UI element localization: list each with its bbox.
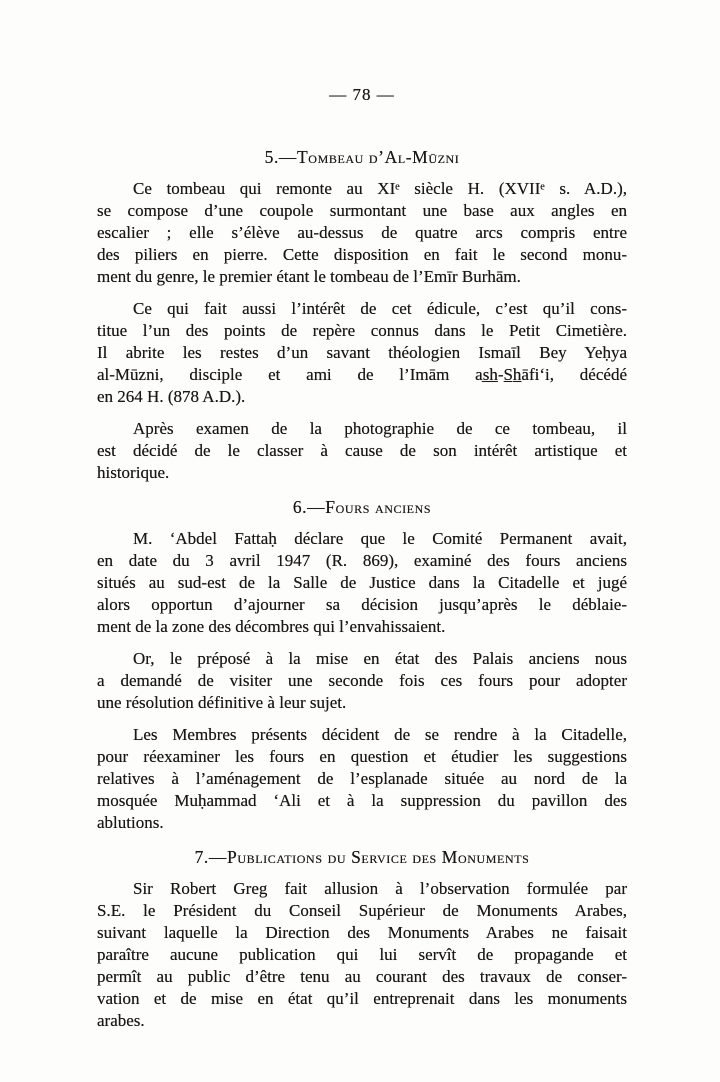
text-line: paraître aucune publication qui lui servît de propagande et [97,945,627,964]
text-line: alors opportun d’ajourner sa décision jusqu’après le déblaie- [97,595,627,614]
text-line: arabes. [97,1011,145,1030]
section-heading: 6.—Fours anciens [292,497,432,517]
paragraph [97,298,627,408]
paragraph [97,528,627,638]
text-line: relatives à l’aménagement de l’esplanade située au nord de la [97,769,627,788]
text-line: S.E. le Président du Conseil Supérieur de Monuments Arabes, [97,901,627,920]
section-tombeau-d-al-muzni [97,146,627,484]
text-line: des piliers en pierre. Cette disposition en fait le second monu- [97,245,627,264]
text-line: Ce qui fait aussi l’intérêt de cet édicule, c’est qu’il cons- [133,299,627,318]
text-line: vation et de mise en état qu’il entreprenait dans les monuments [97,989,627,1008]
paragraph [97,724,627,834]
paragraph [97,878,627,1032]
text-line: suivant laquelle la Direction des Monuments Arabes ne faisait [97,923,627,942]
page-content [97,146,627,1032]
text-line: mosquée Muḥammad ‘Ali et à la suppression du pavillon des [97,791,627,810]
text-column [97,84,627,1032]
paragraph [97,418,627,484]
section-publications-du-service-des-monuments [97,846,627,1032]
section-heading: 5.—Tombeau d’Al-Mūzni [264,147,460,167]
text-line: historique. [97,463,170,482]
text-line: Après examen de la photographie de ce tombeau, il [133,419,627,438]
text-line: Or, le préposé à la mise en état des Palais anciens nous [133,649,627,668]
text-line: se compose d’une coupole surmontant une base aux angles en [97,201,627,220]
text-line: ment du genre, le premier étant le tombeau de l’Emīr Burhām. [97,267,521,286]
paragraph [97,178,627,288]
text-line: escalier ; elle s’élève au-dessus de quatre arcs compris entre [97,223,627,242]
text-line: titue l’un des points de repère connus dans le Petit Cimetière. [97,321,627,340]
text-line: Les Membres présents décident de se rendre à la Citadelle, [133,725,627,744]
text-line: une résolution définitive à leur sujet. [97,693,347,712]
text-line: Ce tombeau qui remonte au XIᵉ siècle H. (XVIIᵉ s. A.D.), [133,179,627,198]
text-line: Sir Robert Greg fait allusion à l’observation formulée par [133,879,627,898]
text-line: en 264 H. (878 A.D.). [97,387,246,406]
section-fours-anciens [97,496,627,834]
page-number: — 78 — [329,85,395,104]
text-line: situés au sud-est de la Salle de Justice dans la Citadelle et jugé [97,573,627,592]
text-line: ablutions. [97,813,164,832]
text-line: a demandé de visiter une seconde fois ces fours pour adopter [97,671,627,690]
paragraph [97,648,627,714]
text-line: ment de la zone des décombres qui l’envahissaient. [97,617,446,636]
text-line: al-Mūzni, disciple et ami de l’Imām as̲h̲-S̲h̲āfi‘i, décédé [97,365,627,384]
text-line: est décidé de le classer à cause de son intérêt artistique et [97,441,627,460]
text-line: pour réexaminer les fours en question et étudier les suggestions [97,747,627,766]
text-line: permît au public d’être tenu au courant des travaux de conser- [97,967,627,986]
text-line: Il abrite les restes d’un savant théologien Ismaīl Bey Yeḥya [97,343,627,362]
text-line: en date du 3 avril 1947 (R. 869), examiné des fours anciens [97,551,627,570]
text-line: M. ‘Abdel Fattaḥ déclare que le Comité Permanent avait, [133,529,627,548]
section-heading: 7.—Publications du Service des Monuments [194,847,530,867]
